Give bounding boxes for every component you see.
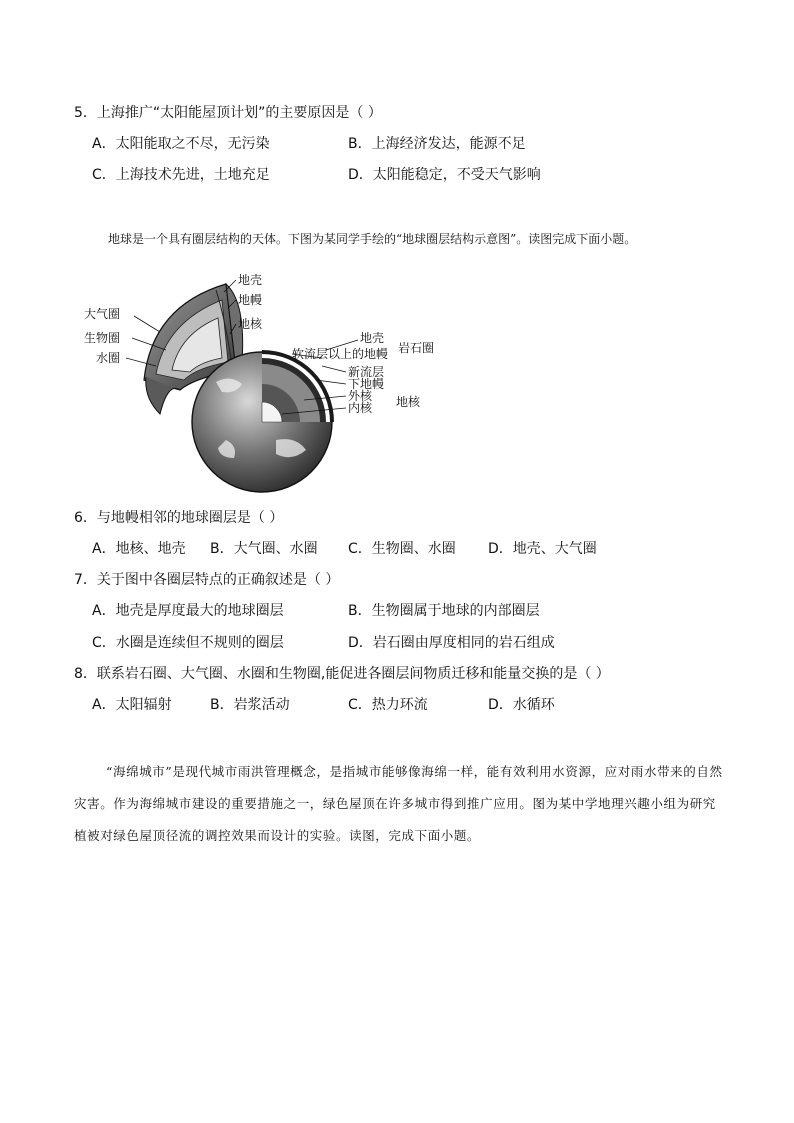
label-outer-core: 外核 xyxy=(348,389,373,403)
label-lower-mantle: 下地幔 xyxy=(348,377,385,391)
question-6-option-d[interactable]: D．地壳、大气圈 xyxy=(488,541,597,557)
question-5-option-d[interactable]: D．太阳能稳定，不受天气影响 xyxy=(348,167,541,183)
question-7-option-d[interactable]: D．岩石圈由厚度相同的岩石组成 xyxy=(348,635,555,651)
label-core-top: 地核 xyxy=(238,317,263,331)
label-hydrosphere: 水圈 xyxy=(96,351,121,365)
label-biosphere: 生物圈 xyxy=(84,331,121,345)
question-5-stem: 5．上海推广“太阳能屋顶计划”的主要原因是（ ） xyxy=(74,105,382,121)
label-asthenosphere: 新流层 xyxy=(348,365,385,379)
earth-layers-figure xyxy=(76,262,456,494)
label-mantle-top: 地幔 xyxy=(238,293,263,307)
question-8-option-b[interactable]: B．岩浆活动 xyxy=(210,697,290,713)
question-6-stem: 6．与地幔相邻的地球圈层是（ ） xyxy=(74,510,284,526)
label-crust-right: 地壳 xyxy=(360,331,385,345)
question-6-option-a[interactable]: A．地核、地壳 xyxy=(92,541,186,557)
question-6-option-c[interactable]: C．生物圈、水圈 xyxy=(348,541,456,557)
question-7-stem: 7．关于图中各圈层特点的正确叙述是（ ） xyxy=(74,572,340,588)
label-lithosphere: 岩石圈 xyxy=(398,341,435,355)
question-8-option-c[interactable]: C．热力环流 xyxy=(348,697,428,713)
question-5-option-b[interactable]: B．上海经济发达，能源不足 xyxy=(348,136,526,152)
question-8-stem: 8．联系岩石圈、大气圈、水圈和生物圈,能促进各圈层间物质迁移和能量交换的是（ ） xyxy=(74,666,610,682)
question-8-option-d[interactable]: D．水循环 xyxy=(488,697,555,713)
question-6-option-b[interactable]: B．大气圈、水圈 xyxy=(210,541,318,557)
label-core-right: 地核 xyxy=(396,395,421,409)
question-7-option-a[interactable]: A．地壳是厚度最大的地球圈层 xyxy=(92,603,284,619)
earth-cutaway-globe xyxy=(192,350,334,492)
question-5-option-a[interactable]: A．太阳能取之不尽，无污染 xyxy=(92,136,270,152)
question-7-option-c[interactable]: C．水圈是连续但不规则的圈层 xyxy=(92,635,284,651)
question-7-option-b[interactable]: B．生物圈属于地球的内部圈层 xyxy=(348,603,540,619)
label-upper-mantle: 软流层以上的地幔 xyxy=(292,347,389,361)
label-crust-top: 地壳 xyxy=(238,273,263,287)
label-atmosphere: 大气圈 xyxy=(84,307,121,321)
question-8-option-a[interactable]: A．太阳辐射 xyxy=(92,697,172,713)
passage-earth-layers: 地球是一个具有圈层结构的天体。下图为某同学手绘的“地球圈层结构示意图”。读图完成下面小题。 xyxy=(108,232,637,246)
passage-sponge-city: “海绵城市”是现代城市雨洪管理概念，是指城市能够像海绵一样，能有效利用水资源，应对雨水带来的自然灾害。作为海绵城市建设的重要措施之一，绿色屋顶在许多城市得到推广应用。图为某中学地理兴趣小组为研究植被对绿色屋顶径流的调控效果而设计的实验。读图，完成下面小题。 xyxy=(74,764,723,843)
question-5-option-c[interactable]: C．上海技术先进，土地充足 xyxy=(92,167,270,183)
label-inner-core: 内核 xyxy=(348,401,373,415)
